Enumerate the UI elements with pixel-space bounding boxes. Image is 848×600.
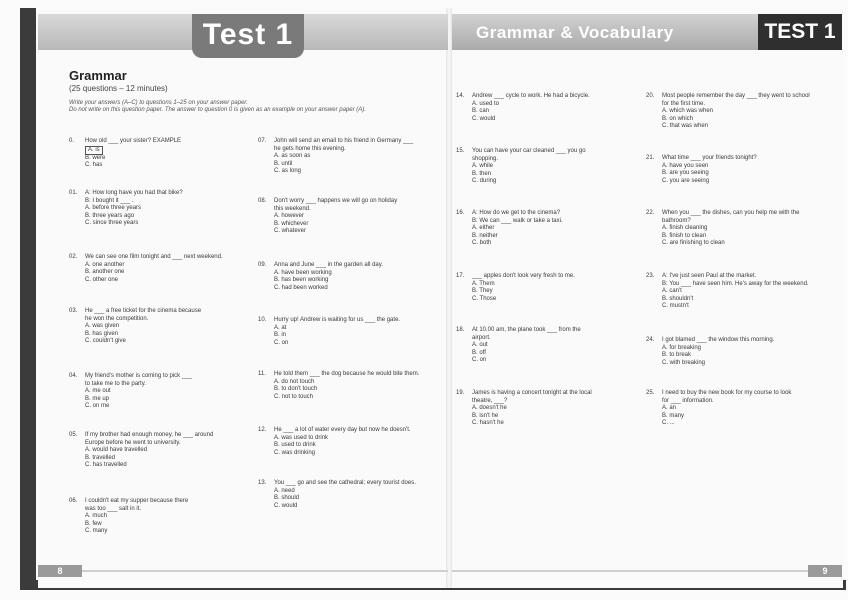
question-stem: Don't worry ___ happens we will go on holiday xyxy=(274,198,398,204)
question-stem-continued: theatre, ___? xyxy=(472,397,508,404)
question-stem-continued: for ___ information. xyxy=(662,397,714,404)
page-number-left: 8 xyxy=(38,565,82,577)
answer-option xyxy=(258,221,438,229)
option-text: A. however xyxy=(274,213,305,220)
option-text: A. either xyxy=(472,225,495,232)
answer-option xyxy=(646,240,824,248)
option-text: A. me out xyxy=(85,388,111,395)
question-number: 07. xyxy=(258,138,267,144)
option-text: C. both xyxy=(472,240,492,247)
question-stem: James is having a concert tonight at the local xyxy=(472,390,592,396)
question-number: 23. xyxy=(646,273,655,279)
option-text: B. can xyxy=(472,108,490,115)
answer-option xyxy=(69,220,249,228)
question-stem: I got blamed ___ the window this morning. xyxy=(662,337,775,343)
option-text: B. isn't he xyxy=(472,412,499,419)
question-stem: What time ___ your friends tonight? xyxy=(662,155,757,161)
option-text: A. do not touch xyxy=(274,378,315,385)
question-number: 22. xyxy=(646,210,655,216)
section-heading-right: Grammar & Vocabulary xyxy=(476,23,674,42)
question-9 xyxy=(258,262,438,292)
option-text: B. off xyxy=(472,349,486,356)
option-text: A. out xyxy=(472,342,488,349)
option-text: B. to don't touch xyxy=(274,386,318,393)
question-number: 0. xyxy=(69,138,75,144)
option-text: C. would xyxy=(472,115,496,122)
question-stem-continued: he won the competition. xyxy=(85,315,149,322)
option-text: B. finish to clean xyxy=(662,232,707,239)
question-stem: How old ___ your sister? EXAMPLE xyxy=(85,138,182,144)
option-text: C. mustn't xyxy=(662,303,689,310)
answer-option xyxy=(646,178,824,186)
option-text: C. Those xyxy=(472,295,497,302)
answer-option xyxy=(456,350,634,358)
answer-option xyxy=(456,420,634,428)
scan-edge-left xyxy=(20,8,36,588)
question-number: 11. xyxy=(258,371,266,377)
question-number: 18. xyxy=(456,327,465,333)
answer-option xyxy=(69,388,249,396)
question-3 xyxy=(69,308,249,346)
option-text: A. one another xyxy=(85,261,125,268)
question-number: 21. xyxy=(646,155,655,161)
answer-option xyxy=(456,296,634,304)
answer-option xyxy=(69,521,249,529)
question-number: 13. xyxy=(258,480,267,486)
answer-option xyxy=(69,155,249,163)
question-number: 05. xyxy=(69,432,78,438)
answer-option xyxy=(69,323,249,331)
answer-option xyxy=(69,528,249,536)
question-stem: My friend's mother is coming to pick ___ xyxy=(85,373,192,379)
question-stem: I need to buy the new book for my course to look xyxy=(662,390,792,396)
option-text: C. many xyxy=(85,528,108,535)
option-text: B. few xyxy=(85,520,102,527)
answer-option xyxy=(69,447,249,455)
answer-option xyxy=(646,420,824,428)
answer-option xyxy=(69,403,249,411)
answer-option xyxy=(258,153,438,161)
answer-option xyxy=(258,325,438,333)
answer-option xyxy=(258,332,438,340)
question-number: 06. xyxy=(69,498,78,504)
test-tab-left: Test 1 xyxy=(192,14,304,58)
question-2 xyxy=(69,254,249,284)
question-number: 25. xyxy=(646,390,655,396)
answer-option xyxy=(258,285,438,293)
answer-option xyxy=(258,394,438,402)
option-text: B: We can ___ walk or take a taxi. xyxy=(472,217,563,224)
answer-option xyxy=(69,331,249,339)
question-stem: John will send an email to his friend in Germany ___ xyxy=(274,138,414,144)
option-text: C. whatever xyxy=(274,228,307,235)
answer-option xyxy=(456,116,634,124)
answer-option xyxy=(69,213,249,221)
question-number: 02. xyxy=(69,254,78,260)
option-text: A. doesn't he xyxy=(472,405,507,412)
question-stem: When you ___ the dishes, can you help me with the xyxy=(662,210,800,216)
option-text: C. are finishing to clean xyxy=(662,240,725,247)
question-number: 04. xyxy=(69,373,78,379)
question-25 xyxy=(646,390,824,428)
option-text: A. while xyxy=(472,163,494,170)
option-text: C. on me xyxy=(85,403,110,410)
question-stem: He ___ a free ticket for the cinema because xyxy=(85,308,202,314)
answer-option xyxy=(258,488,438,496)
question-stem: I couldn't eat my supper because there xyxy=(85,498,189,504)
answer-option xyxy=(646,116,824,124)
option-text: A. for breaking xyxy=(662,344,702,351)
option-text: A. can't xyxy=(662,288,682,295)
option-text: C. you are seeing xyxy=(662,177,710,184)
option-text: A. before three years xyxy=(85,205,142,212)
answer-option xyxy=(646,225,824,233)
option-text: B. another one xyxy=(85,269,125,276)
question-number: 09. xyxy=(258,262,267,268)
option-text: B. shouldn't xyxy=(662,295,694,302)
answer-option xyxy=(456,101,634,109)
question-19 xyxy=(456,390,634,428)
question-17 xyxy=(456,273,634,303)
question-4 xyxy=(69,373,249,411)
answer-option xyxy=(69,462,249,470)
answer-option xyxy=(258,340,438,348)
question-1 xyxy=(69,190,249,228)
question-stem-continued: bathroom? xyxy=(662,217,691,224)
answer-option xyxy=(258,386,438,394)
option-text: A. which was when xyxy=(662,108,714,115)
answer-option xyxy=(646,163,824,171)
answer-option xyxy=(456,342,634,350)
question-number: 14. xyxy=(456,93,465,99)
answer-option xyxy=(258,168,438,176)
answer-option xyxy=(258,228,438,236)
question-stem: A: How long have you had that bike? xyxy=(85,190,183,196)
page-number-right: 9 xyxy=(808,565,842,577)
answer-option xyxy=(69,455,249,463)
answer-option xyxy=(258,379,438,387)
option-text: C. during xyxy=(472,178,497,185)
answer-option xyxy=(69,262,249,270)
question-stem: You can have your car cleaned ___ you go xyxy=(472,148,586,154)
answer-option xyxy=(258,213,438,221)
answer-option xyxy=(258,450,438,458)
option-text: C. since three years xyxy=(85,220,139,227)
question-number: 16. xyxy=(456,210,465,216)
option-text: A. an xyxy=(662,405,677,412)
question-number: 12. xyxy=(258,427,267,433)
question-21 xyxy=(646,155,824,185)
question-stem: You ___ go and see the cathedral; every tourist does. xyxy=(274,480,416,486)
answer-option xyxy=(258,503,438,511)
question-number: 15. xyxy=(456,148,465,154)
option-text: C. that was when xyxy=(662,123,709,130)
answer-option xyxy=(258,495,438,503)
option-text: C. had been worked xyxy=(274,284,328,291)
answer-option xyxy=(646,360,824,368)
question-23 xyxy=(646,273,824,311)
answer-option xyxy=(258,277,438,285)
answer-option xyxy=(646,345,824,353)
option-text: C. ... xyxy=(662,420,675,427)
question-number: 01. xyxy=(69,190,78,196)
question-number: 08. xyxy=(258,198,267,204)
option-text: C. on xyxy=(274,339,289,346)
question-6 xyxy=(69,498,249,536)
answer-option xyxy=(69,513,249,521)
answer-option xyxy=(646,233,824,241)
example-answer: A. is xyxy=(85,146,103,155)
instructions xyxy=(69,100,429,114)
question-10 xyxy=(258,317,438,347)
option-text: B. whichever xyxy=(274,220,309,227)
answer-option xyxy=(456,357,634,365)
answer-option xyxy=(258,435,438,443)
option-text: C. other one xyxy=(85,276,119,283)
option-text: A. have you seen xyxy=(662,162,709,169)
option-text: B. are you seeing xyxy=(662,170,709,177)
option-text: B. me up xyxy=(85,395,110,402)
question-11 xyxy=(258,371,438,401)
question-stem-continued: for the first time. xyxy=(662,100,706,107)
option-text: C. has travelled xyxy=(85,462,127,469)
answer-option xyxy=(456,218,634,226)
option-text: B. neither xyxy=(472,232,498,239)
option-text: B. has been working xyxy=(274,277,329,284)
answer-option xyxy=(69,277,249,285)
option-text: C. as long xyxy=(274,168,302,175)
option-text: A. would have travelled xyxy=(85,447,148,454)
answer-option xyxy=(69,269,249,277)
question-stem-continued: was too ___ salt in it. xyxy=(85,505,142,512)
page-gutter xyxy=(446,8,452,588)
option-text: A. finish cleaning xyxy=(662,225,708,232)
question-stem: If my brother had enough money, he ___ around xyxy=(85,432,214,438)
question-15 xyxy=(456,148,634,186)
answer-option xyxy=(69,205,249,213)
question-stem-continued: he gets home this evening. xyxy=(274,145,346,152)
question-stem: He ___ a lot of water every day but now he doesn't. xyxy=(274,427,411,433)
option-text: A. was used to drink xyxy=(274,434,329,441)
answer-option xyxy=(456,225,634,233)
option-text: B: You ___ have seen him. He's away for the weekend. xyxy=(662,280,809,287)
question-number: 03. xyxy=(69,308,78,314)
question-number: 10. xyxy=(258,317,267,323)
answer-option xyxy=(258,270,438,278)
answer-option xyxy=(456,178,634,186)
question-number: 17. xyxy=(456,273,465,279)
option-text: A. at xyxy=(274,324,287,331)
option-text: B. until xyxy=(274,160,293,167)
question-number: 19. xyxy=(456,390,465,396)
section-subtitle: (25 questions – 12 minutes) xyxy=(69,84,168,93)
option-text: A. was given xyxy=(85,323,120,330)
option-text: C. couldn't give xyxy=(85,338,126,345)
option-text: A. used to xyxy=(472,100,500,107)
answer-option xyxy=(456,405,634,413)
option-text: B. should xyxy=(274,495,300,502)
question-13 xyxy=(258,480,438,510)
option-text: A. much xyxy=(85,513,108,520)
answer-option xyxy=(646,281,824,289)
answer-option xyxy=(456,163,634,171)
question-5 xyxy=(69,432,249,470)
question-8 xyxy=(258,198,438,236)
question-stem-continued: Europe before he went to university. xyxy=(85,439,181,446)
option-text: B. were xyxy=(85,154,106,161)
question-stem: Anna and June ___ in the garden all day. xyxy=(274,262,383,268)
answer-option xyxy=(69,162,249,170)
question-12 xyxy=(258,427,438,457)
footer-rule-right xyxy=(452,570,808,572)
option-text: C. not to touch xyxy=(274,393,314,400)
answer-option xyxy=(69,338,249,346)
footer-rule-left xyxy=(82,570,448,572)
question-16 xyxy=(456,210,634,248)
answer-option xyxy=(646,303,824,311)
question-stem: Hurry up! Andrew is waiting for us ___ the gate. xyxy=(274,317,401,323)
question-stem: A: I've just seen Paul at the market. xyxy=(662,273,757,279)
option-text: A. as soon as xyxy=(274,153,311,160)
question-stem: A: How do we get to the cinema? xyxy=(472,210,561,216)
option-text: B. They xyxy=(472,288,493,295)
answer-option xyxy=(646,288,824,296)
question-14 xyxy=(456,93,634,123)
question-0 xyxy=(69,138,249,170)
option-text: A. need xyxy=(274,487,295,494)
answer-option xyxy=(456,281,634,289)
answer-option xyxy=(646,413,824,421)
answer-option xyxy=(69,146,249,155)
option-text: C. with breaking xyxy=(662,359,706,366)
answer-option xyxy=(456,171,634,179)
answer-option xyxy=(646,405,824,413)
answer-option xyxy=(258,161,438,169)
question-stem: He told them ___ the dog because he would bite them. xyxy=(274,371,420,377)
question-7 xyxy=(258,138,438,176)
option-text: C. was drinking xyxy=(274,449,316,456)
question-number: 20. xyxy=(646,93,655,99)
question-stem-continued: airport. xyxy=(472,334,491,341)
test-tab-right: TEST 1 xyxy=(758,14,842,50)
question-stem: At 10.00 am, the plane took ___ from the xyxy=(472,327,581,333)
answer-option xyxy=(456,240,634,248)
question-18 xyxy=(456,327,634,365)
answer-option xyxy=(456,288,634,296)
answer-option xyxy=(646,123,824,131)
option-text: B. three years ago xyxy=(85,212,135,219)
option-text: A. Them xyxy=(472,280,495,287)
question-stem: We can see one film tonight and ___ next weekend. xyxy=(85,254,223,260)
question-22 xyxy=(646,210,824,248)
question-stem: ___ apples don't look very fresh to me. xyxy=(472,273,575,279)
question-stem-continued: to take me to the party. xyxy=(85,380,146,387)
answer-option xyxy=(646,108,824,116)
section-title: Grammar xyxy=(69,68,127,83)
option-text: B. has given xyxy=(85,330,119,337)
option-text: C. on xyxy=(472,357,487,364)
answer-option xyxy=(69,198,249,206)
question-stem: Most people remember the day ___ they went to school xyxy=(662,93,810,99)
question-number: 24. xyxy=(646,337,655,343)
question-stem-continued: this weekend. xyxy=(274,205,311,212)
option-text: B. on which xyxy=(662,115,694,122)
answer-option xyxy=(646,352,824,360)
question-stem: Andrew ___ cycle to work. He had a bicycle. xyxy=(472,93,590,99)
instruction-line-2: Do not write on this question paper. The answer to question 0 is given as an example on your answer paper (A). xyxy=(69,107,366,113)
question-24 xyxy=(646,337,824,367)
option-text: B. used to drink xyxy=(274,442,316,449)
answer-option xyxy=(456,233,634,241)
option-text: B: I bought it ___ . xyxy=(85,197,134,204)
answer-option xyxy=(646,296,824,304)
option-text: C. hasn't he xyxy=(472,420,504,427)
option-text: C. has xyxy=(85,162,103,169)
answer-option xyxy=(69,396,249,404)
option-text: A. have been working xyxy=(274,269,332,276)
answer-option xyxy=(258,442,438,450)
answer-option xyxy=(646,170,824,178)
option-text: B. travelled xyxy=(85,454,116,461)
question-stem-continued: shopping. xyxy=(472,155,499,162)
option-text: B. in xyxy=(274,332,287,339)
option-text: B. many xyxy=(662,412,685,419)
option-text: C. would xyxy=(274,502,298,509)
question-20 xyxy=(646,93,824,131)
option-text: B. then xyxy=(472,170,492,177)
instruction-line-1: Write your answers (A–C) to questions 1–25 on your answer paper. xyxy=(69,100,248,106)
answer-option xyxy=(456,108,634,116)
answer-option xyxy=(456,413,634,421)
option-text: B. to break xyxy=(662,352,692,359)
